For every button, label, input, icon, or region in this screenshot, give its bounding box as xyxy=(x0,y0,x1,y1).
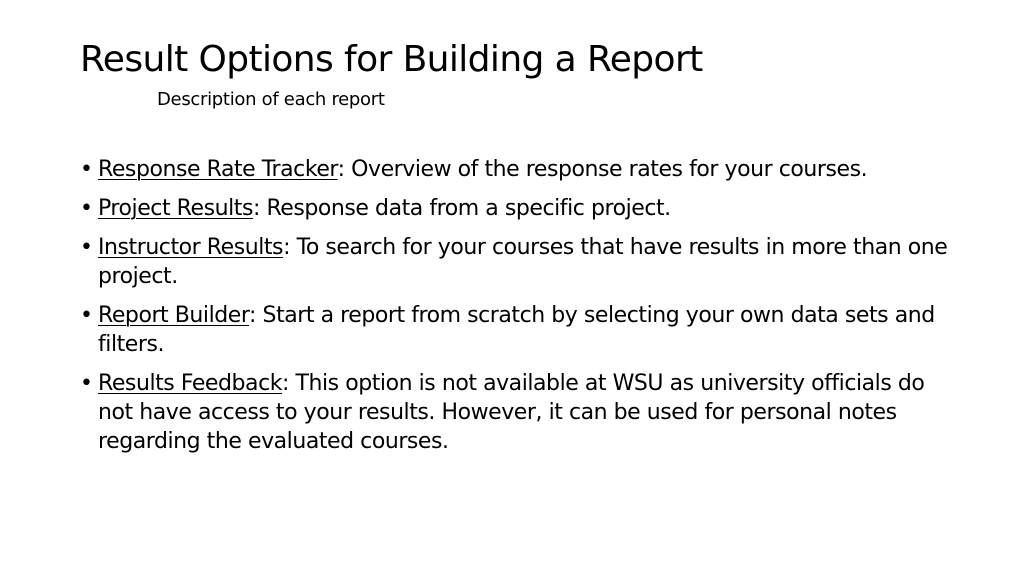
bullet-term: Instructor Results xyxy=(98,235,284,260)
bullet-icon: • xyxy=(80,235,93,260)
bullet-description: : Response data from a specific project. xyxy=(252,196,671,221)
bullet-item-project-results xyxy=(80,194,960,223)
bullet-icon: • xyxy=(80,371,93,396)
bullet-icon: • xyxy=(80,196,93,221)
bullet-term: Project Results xyxy=(98,196,253,221)
bullet-icon: • xyxy=(80,157,93,182)
bullet-term: Report Builder xyxy=(98,303,250,328)
bullet-term: Results Feedback xyxy=(98,371,283,396)
slide-title: Result Options for Building a Report xyxy=(80,39,703,80)
bullet-description: : This option is not available at WSU as university officials do not have access to your results. However, it can be used for personal notes regarding the evaluated courses. xyxy=(98,371,925,454)
bullet-item-response-rate-tracker xyxy=(80,155,960,184)
bullet-item-results-feedback xyxy=(80,369,960,456)
bullet-description: : Start a report from scratch by selecting your own data sets and filters. xyxy=(98,303,935,357)
bullet-item-instructor-results xyxy=(80,233,960,291)
bullet-term: Response Rate Tracker xyxy=(98,157,338,182)
slide-subtitle: Description of each report xyxy=(157,89,385,110)
bullet-description: : Overview of the response rates for your courses. xyxy=(337,157,868,182)
bullet-item-report-builder xyxy=(80,301,960,359)
bullet-list xyxy=(80,155,960,466)
bullet-icon: • xyxy=(80,303,93,328)
bullet-description: : To search for your courses that have results in more than one project. xyxy=(98,235,948,289)
